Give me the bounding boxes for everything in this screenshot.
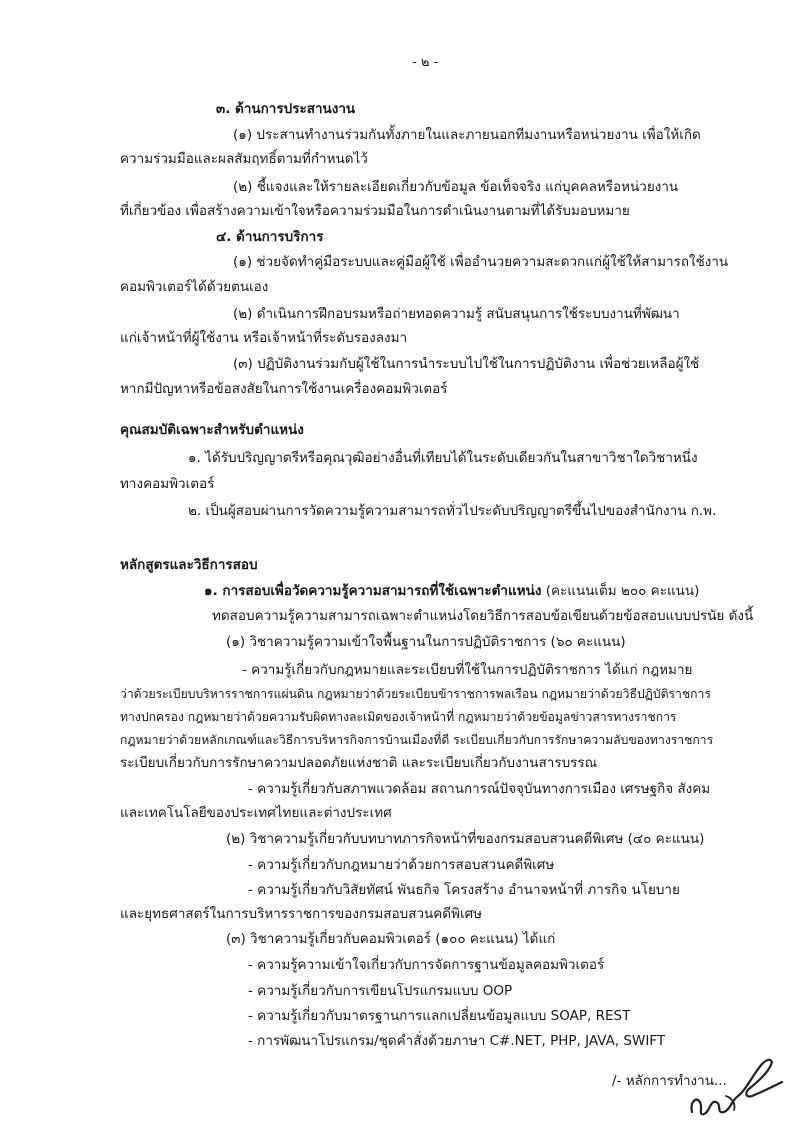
subject-3-bullet-1: - ความรู้ความเข้าใจเกี่ยวกับการจัดการฐานข้อมูลคอมพิวเตอร์ — [248, 957, 605, 973]
subject-2-bullet-2-line-1: - ความรู้เกี่ยวกับวิสัยทัศน์ พันธกิจ โครงสร้าง อำนาจหน้าที่ ภารกิจ นโยบาย — [248, 882, 680, 898]
section-4-item-2-line-1: (๒) ดำเนินการฝึกอบรมหรือถ่ายทอดความรู้ สนับสนุนการใช้ระบบงานที่พัฒนา — [233, 306, 680, 322]
subject-2-bullet-1: - ความรู้เกี่ยวกับกฎหมายว่าด้วยการสอบสวนคดีพิเศษ — [248, 857, 555, 873]
exam-1-description: ทดสอบความรู้ความสามารถเฉพาะตำแหน่งโดยวิธีการสอบข้อเขียนด้วยข้อสอบแบบปรนัย ดังนี้ — [212, 608, 754, 624]
subject-1-bullet-2-line-1: - ความรู้เกี่ยวกับสภาพแวดล้อม สถานการณ์ปัจจุบันทางการเมือง เศรษฐกิจ สังคม — [248, 781, 711, 797]
section-4-heading: ๔. ด้านการบริการ — [216, 229, 324, 245]
continuation-note: /- หลักการทำงาน... — [612, 1073, 727, 1089]
qualification-1-line-1: ๑. ได้รับปริญญาตรีหรือคุณวุฒิอย่างอื่นที่เทียบได้ในระดับเดียวกันในสาขาวิชาใดวิชาหนึ่ง — [188, 450, 698, 466]
subject-1-bullet-1-line-1: - ความรู้เกี่ยวกับกฎหมายและระเบียบที่ใช้ในการปฏิบัติราชการ ได้แก่ กฎหมาย — [242, 662, 693, 678]
subject-1-bullet-2-line-2: และเทคโนโลยีของประเทศไทยและต่างประเทศ — [120, 805, 392, 821]
subject-1-bullet-1-line-2: ว่าด้วยระเบียบบริหารราชการแผ่นดิน กฎหมายว่าด้วยระเบียบข้าราชการพลเรือน กฎหมายว่าด้วยวิธีปฏิบัติราชการ — [120, 687, 711, 701]
subject-2-title: (๒) วิชาความรู้เกี่ยวกับบทบาทภารกิจหน้าที่ของกรมสอบสวนคดีพิเศษ (๔๐ คะแนน) — [226, 831, 705, 847]
qualification-2: ๒. เป็นผู้สอบผ่านการวัดความรู้ความสามารถทั่วไประดับปริญญาตรีขึ้นไปของสำนักงาน ก.พ. — [188, 503, 717, 519]
subject-1-bullet-1-line-4: กฎหมายว่าด้วยหลักเกณฑ์และวิธีการบริหารกิจการบ้านเมืองที่ดี ระเบียบเกี่ยวกับการรักษาความลับของทางราชการ — [120, 733, 714, 747]
subject-3-bullet-3: - ความรู้เกี่ยวกับมาตรฐานการแลกเปลี่ยนข้อมูลแบบ SOAP, REST — [248, 1008, 631, 1024]
exam-1-title-score: (คะแนนเต็ม ๒๐๐ คะแนน) — [541, 583, 700, 599]
section-4-item-3-line-1: (๓) ปฏิบัติงานร่วมกับผู้ใช้ในการนำระบบไปใช้ในการปฏิบัติงาน เพื่อช่วยเหลือผู้ใช้ — [233, 356, 700, 372]
section-3-heading: ๓. ด้านการประสานงาน — [216, 101, 356, 117]
page-number: - ๒ - — [412, 55, 439, 70]
section-4-item-1-line-2: คอมพิวเตอร์ได้ด้วยตนเอง — [120, 279, 269, 295]
section-4-item-2-line-2: แก่เจ้าหน้าที่ผู้ใช้งาน หรือเจ้าหน้าที่ระดับรองลงมา — [120, 330, 408, 346]
exam-1-title-bold: ๑. การสอบเพื่อวัดความรู้ความสามารถที่ใช้เฉพาะตำแหน่ง — [204, 583, 542, 599]
section-3-item-1-line-2: ความร่วมมือและผลสัมฤทธิ์ตามที่กำหนดไว้ — [120, 151, 368, 167]
handwritten-signature — [686, 1052, 786, 1124]
curriculum-heading: หลักสูตรและวิธีการสอบ — [120, 557, 258, 573]
subject-1-bullet-1-line-5: ระเบียบเกี่ยวกับการรักษาความปลอดภัยแห่งชาติ และระเบียบเกี่ยวกับงานสารบรรณ — [120, 755, 598, 771]
subject-1-bullet-1-line-3: ทางปกครอง กฎหมายว่าด้วยความรับผิดทางละเมิดของเจ้าหน้าที่ กฎหมายว่าด้วยข้อมูลข่าวสารทางราชการ — [120, 710, 677, 724]
section-3-item-1-line-1: (๑) ประสานทำงานร่วมกันทั้งภายในและภายนอกทีมงานหรือหน่วยงาน เพื่อให้เกิด — [233, 127, 701, 143]
qualifications-heading: คุณสมบัติเฉพาะสำหรับตำแหน่ง — [120, 422, 304, 438]
section-4-item-1-line-1: (๑) ช่วยจัดทำคู่มือระบบและคู่มือผู้ใช้ เพื่ออำนวยความสะดวกแก่ผู้ใช้ให้สามารถใช้งาน — [233, 254, 729, 270]
subject-3-bullet-2: - ความรู้เกี่ยวกับการเขียนโปรแกรมแบบ OOP — [248, 983, 513, 999]
section-3-item-2-line-1: (๒) ชี้แจงและให้รายละเอียดเกี่ยวกับข้อมูล ข้อเท็จจริง แก่บุคคลหรือหน่วยงาน — [233, 179, 679, 195]
qualification-1-line-2: ทางคอมพิวเตอร์ — [120, 476, 215, 492]
subject-2-bullet-2-line-2: และยุทธศาสตร์ในการบริหารราชการของกรมสอบสวนคดีพิเศษ — [120, 906, 483, 922]
subject-1-title: (๑) วิชาความรู้ความเข้าใจพื้นฐานในการปฏิบัติราชการ (๖๐ คะแนน) — [226, 634, 626, 650]
subject-3-bullet-4: - การพัฒนาโปรแกรม/ชุดคำสั่งด้วยภาษา C#.NET, PHP, JAVA, SWIFT — [248, 1033, 666, 1049]
subject-3-title: (๓) วิชาความรู้เกี่ยวกับคอมพิวเตอร์ (๑๐๐ คะแนน) ได้แก่ — [226, 931, 556, 947]
section-4-item-3-line-2: หากมีปัญหาหรือข้อสงสัยในการใช้งานเครื่องคอมพิวเตอร์ — [120, 381, 448, 397]
section-3-item-2-line-2: ที่เกี่ยวข้อง เพื่อสร้างความเข้าใจหรือความร่วมมือในการดำเนินงานตามที่ได้รับมอบหมาย — [120, 203, 630, 219]
exam-1-title — [204, 582, 699, 600]
